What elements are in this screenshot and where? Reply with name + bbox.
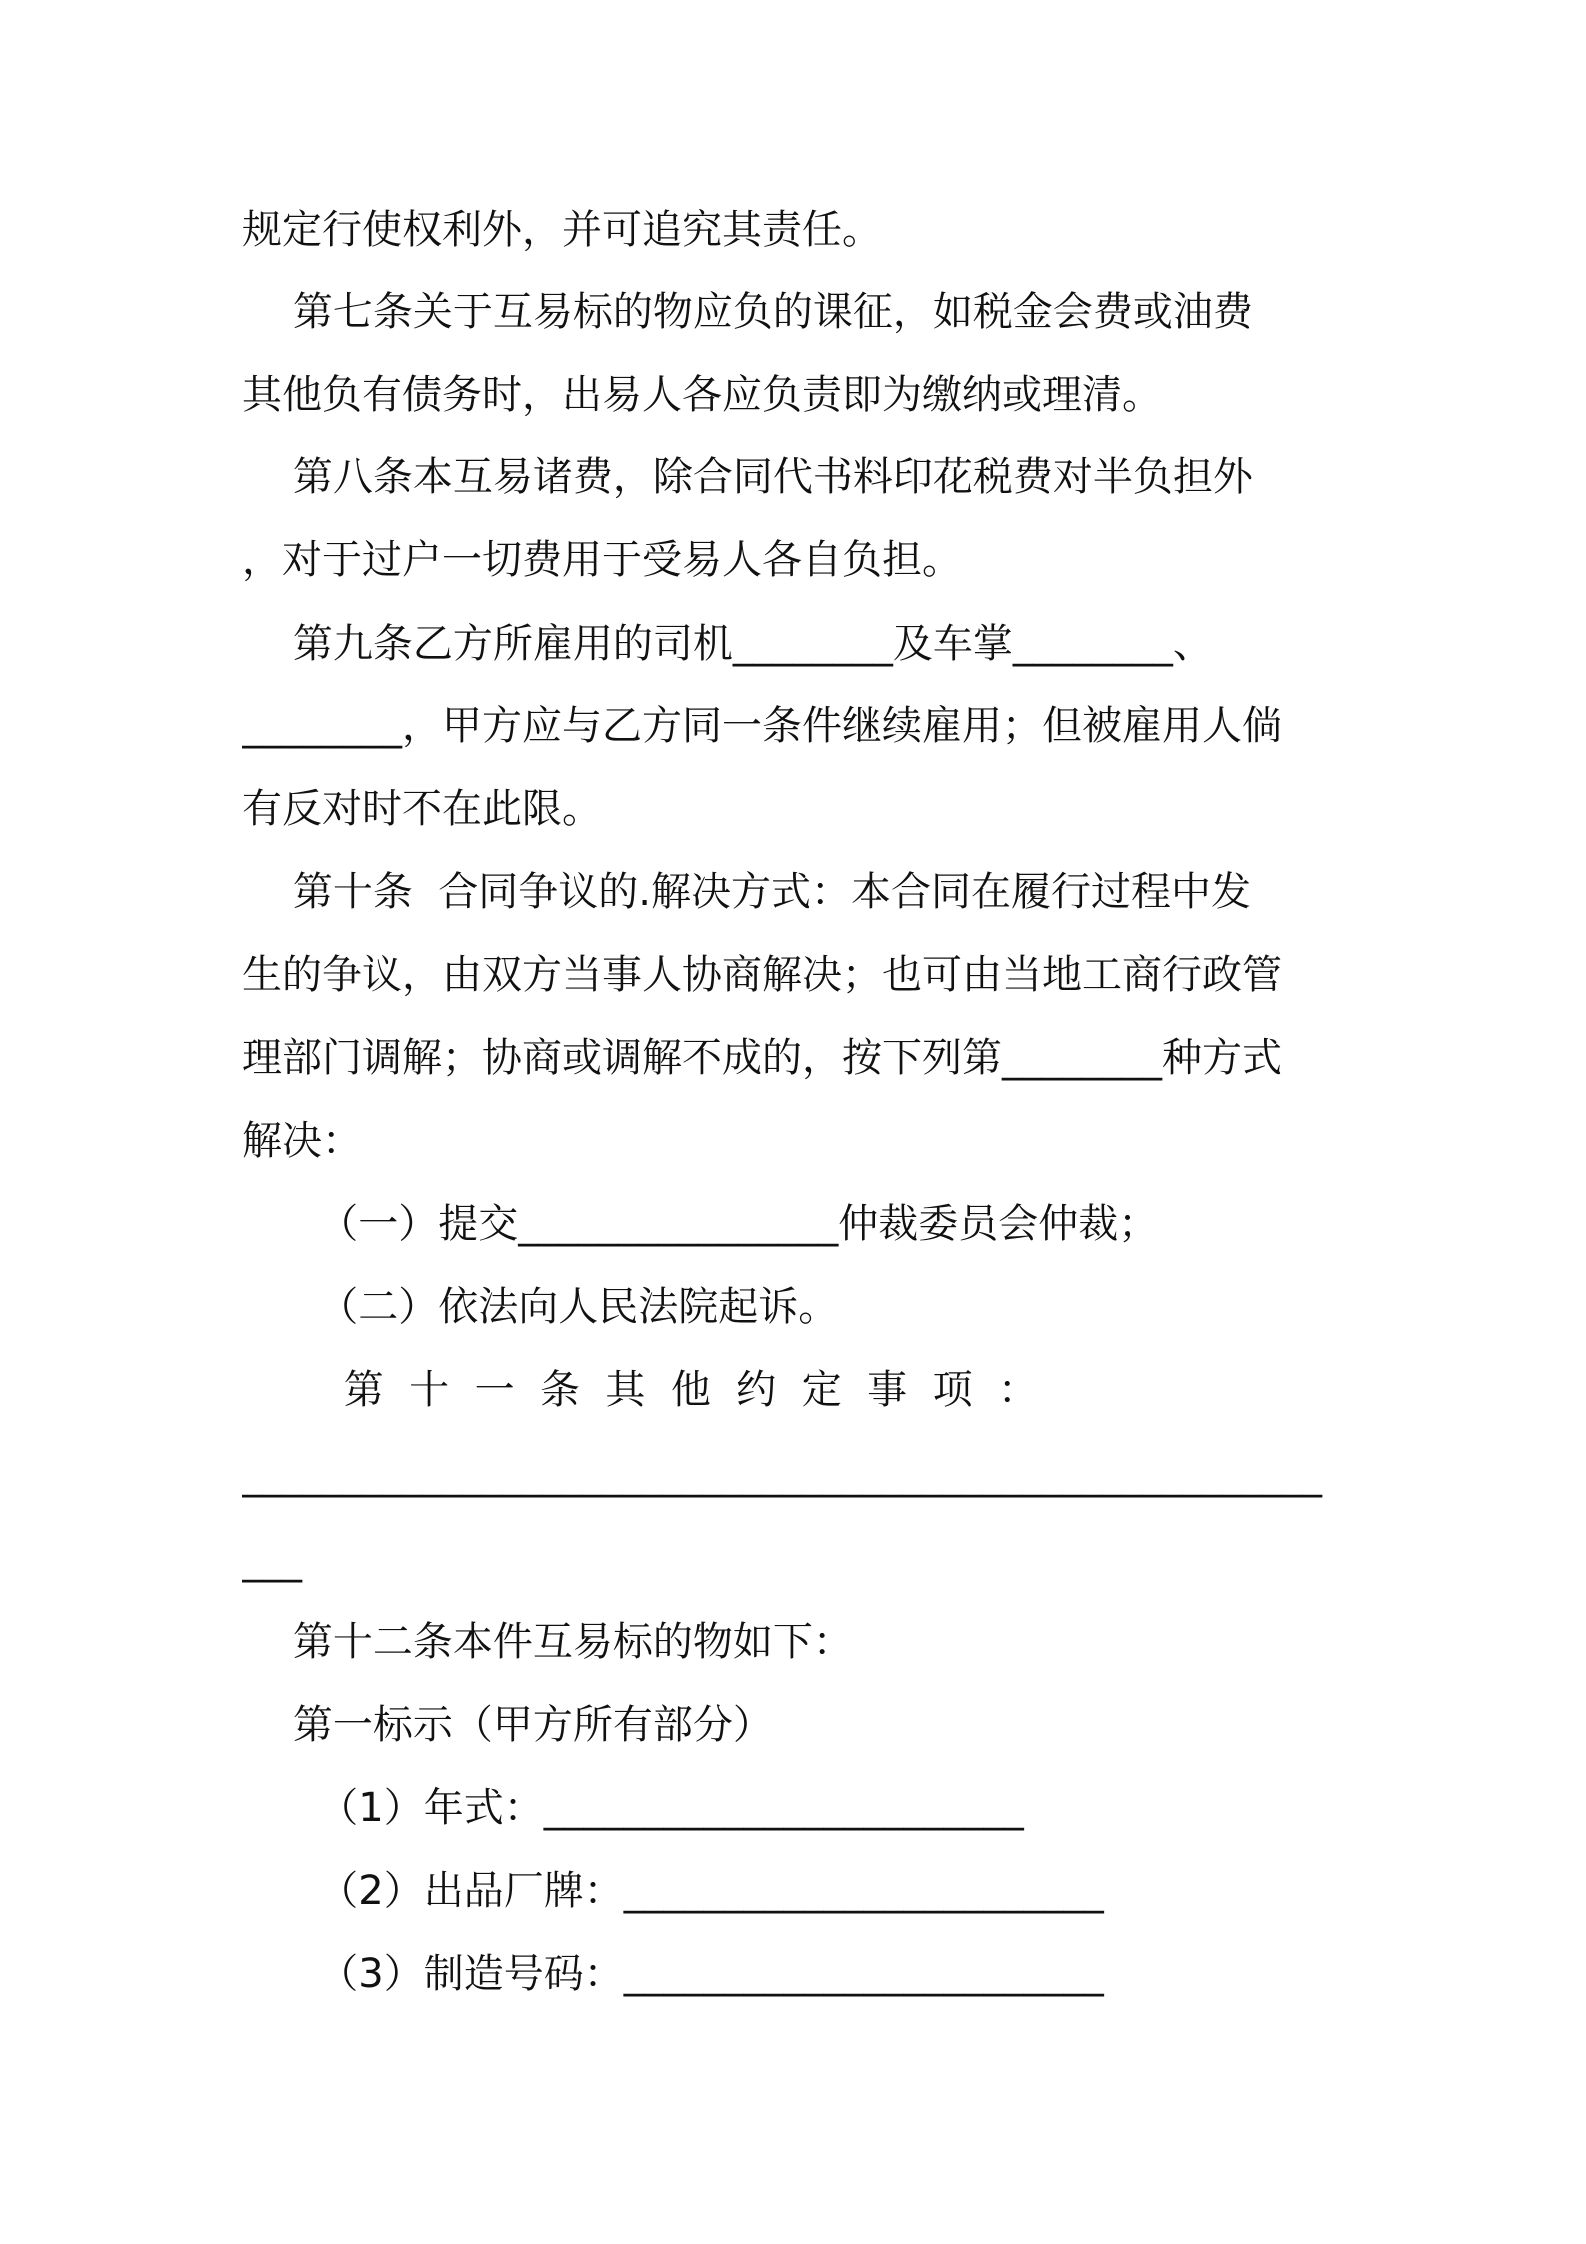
text-line: ______________________________________________________ [242,1452,1322,1498]
text-line: 第八条本互易诸费，除合同代书料印花税费对半负担外 [242,454,1253,500]
text-line: （3）制造号码：________________________ [242,1951,1104,1997]
text-line: 规定行使权利外，并可追究其责任。 [242,207,882,253]
text-line: 第 十 一 条 其 他 约 定 事 项 ： [242,1367,1039,1413]
text-line: 有反对时不在此限。 [242,786,602,832]
text-line: （一）提交________________仲裁委员会仲裁； [242,1201,1159,1247]
text-line: 解决： [242,1118,362,1164]
text-line: 第十条 合同争议的.解决方式：本合同在履行过程中发 [242,869,1252,915]
text-line: ___ [242,1537,302,1583]
text-line: 第九条乙方所雇用的司机________及车掌________、 [242,621,1213,667]
text-line: 其他负有债务时，出易人各应负责即为缴纳或理清。 [242,372,1162,418]
text-line: （1）年式：________________________ [242,1785,1024,1831]
text-line: （二）依法向人民法院起诉。 [242,1284,839,1330]
text-line: （2）出品厂牌：________________________ [242,1868,1104,1914]
text-line: 理部门调解；协商或调解不成的，按下列第________种方式 [242,1035,1282,1081]
text-line: 第十二条本件互易标的物如下： [242,1619,853,1665]
text-line: ，对于过户一切费用于受易人各自负担。 [242,537,962,583]
text-line: 第七条关于互易标的物应负的课征，如税金会费或油费 [242,289,1253,335]
text-line: ________，甲方应与乙方同一条件继续雇用；但被雇用人倘 [242,703,1282,749]
text-line: 第一标示（甲方所有部分） [242,1702,773,1748]
text-line: 生的争议，由双方当事人协商解决；也可由当地工商行政管 [242,952,1282,998]
